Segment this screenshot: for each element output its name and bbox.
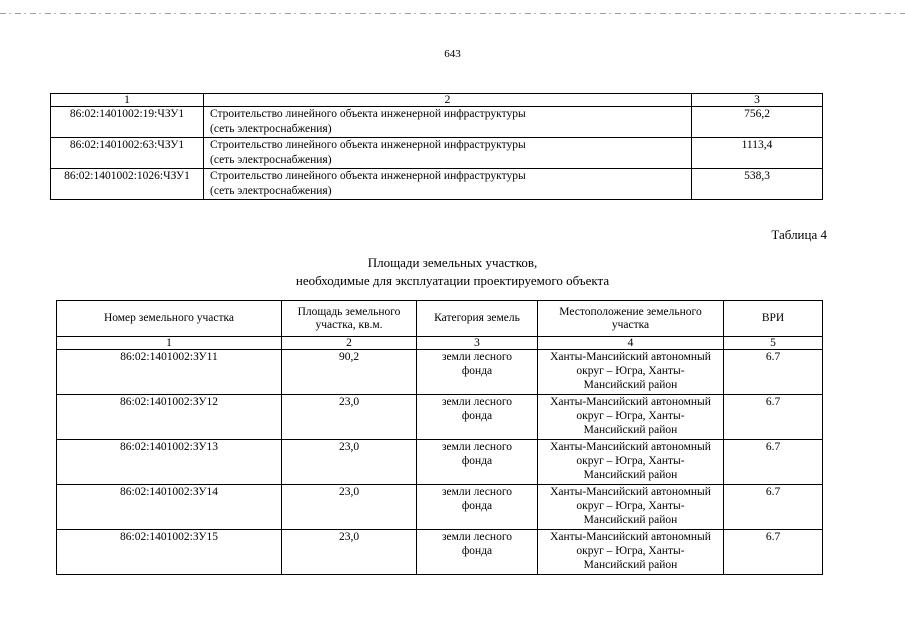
table-title <box>0 254 905 290</box>
area-value: 23,0 <box>282 485 417 530</box>
location-line: Мансийский район <box>583 559 678 571</box>
scan-edge-line <box>0 13 905 14</box>
parcel-purpose-table <box>50 93 823 200</box>
column-number: 1 <box>57 337 282 350</box>
land-category-line: фонда <box>461 365 493 377</box>
area-value: 23,0 <box>282 530 417 575</box>
location-line: Ханты-Мансийский автономный <box>550 351 711 363</box>
location-line: округ – Югра, Ханты- <box>576 545 685 557</box>
location-line: округ – Югра, Ханты- <box>576 500 685 512</box>
parcel-number: 86:02:1401002:19:ЧЗУ1 <box>51 107 204 138</box>
purpose-line: (сеть электроснабжения) <box>210 185 332 197</box>
title-line: Площади земельных участков, <box>367 255 538 270</box>
location-line: Мансийский район <box>583 424 678 436</box>
column-number: 2 <box>204 94 692 107</box>
location <box>538 440 724 485</box>
parcel-number: 86:02:1401002:ЗУ13 <box>57 440 282 485</box>
purpose-line: (сеть электроснабжения) <box>210 123 332 135</box>
area-value: 756,2 <box>692 107 823 138</box>
location-line: Ханты-Мансийский автономный <box>550 486 711 498</box>
location-line: округ – Югра, Ханты- <box>576 410 685 422</box>
land-category <box>417 485 538 530</box>
land-category <box>417 395 538 440</box>
table-header-row <box>57 301 823 337</box>
title-line: необходимые для эксплуатации проектируемого объекта <box>295 273 610 288</box>
column-header <box>724 301 823 337</box>
column-number: 1 <box>51 94 204 107</box>
location <box>538 350 724 395</box>
land-category-line: земли лесного <box>441 441 512 453</box>
column-header-line: Местоположение земельного <box>559 305 702 318</box>
column-header-line: Категория земель <box>434 312 520 324</box>
purpose-line: Строительство линейного объекта инженерной инфраструктуры <box>210 170 526 182</box>
location-line: Ханты-Мансийский автономный <box>550 396 711 408</box>
table-row <box>57 440 823 485</box>
vri-code: 6.7 <box>724 440 823 485</box>
vri-code: 6.7 <box>724 530 823 575</box>
page-number: 643 <box>444 48 461 60</box>
column-header-line: участка <box>611 318 650 331</box>
column-number: 3 <box>417 337 538 350</box>
land-category-line: фонда <box>461 410 493 422</box>
land-category <box>417 530 538 575</box>
purpose-line: Строительство линейного объекта инженерной инфраструктуры <box>210 139 526 151</box>
table-row <box>51 107 823 138</box>
location <box>538 530 724 575</box>
land-area-table <box>56 300 823 575</box>
column-header-line: Номер земельного участка <box>103 312 235 324</box>
vri-code: 6.7 <box>724 350 823 395</box>
parcel-number: 86:02:1401002:1026:ЧЗУ1 <box>51 169 204 200</box>
land-category-line: земли лесного <box>441 486 512 498</box>
column-header-line: ВРИ <box>761 312 785 324</box>
table-row <box>57 395 823 440</box>
column-number-row <box>57 337 823 350</box>
location-line: Мансийский район <box>583 379 678 391</box>
area-value: 23,0 <box>282 395 417 440</box>
purpose-cell <box>204 107 692 138</box>
location-line: Ханты-Мансийский автономный <box>550 531 711 543</box>
location-line: Мансийский район <box>583 514 678 526</box>
area-value: 90,2 <box>282 350 417 395</box>
purpose-line: (сеть электроснабжения) <box>210 154 332 166</box>
column-number: 4 <box>538 337 724 350</box>
land-category-line: фонда <box>461 500 493 512</box>
parcel-number: 86:02:1401002:ЗУ15 <box>57 530 282 575</box>
column-number: 2 <box>282 337 417 350</box>
land-category-line: земли лесного <box>441 351 512 363</box>
parcel-number: 86:02:1401002:ЗУ14 <box>57 485 282 530</box>
parcel-number: 86:02:1401002:63:ЧЗУ1 <box>51 138 204 169</box>
table-row <box>57 485 823 530</box>
column-header <box>282 301 417 337</box>
table-row <box>51 169 823 200</box>
land-category-line: фонда <box>461 545 493 557</box>
area-value: 23,0 <box>282 440 417 485</box>
column-header <box>538 301 724 337</box>
column-number: 3 <box>692 94 823 107</box>
location-line: Ханты-Мансийский автономный <box>550 441 711 453</box>
vri-code: 6.7 <box>724 395 823 440</box>
table-row <box>57 350 823 395</box>
column-header-line: участка, кв.м. <box>315 318 383 331</box>
location-line: Мансийский район <box>583 469 678 481</box>
parcel-number: 86:02:1401002:ЗУ12 <box>57 395 282 440</box>
table-header-row <box>51 94 823 107</box>
purpose-line: Строительство линейного объекта инженерной инфраструктуры <box>210 108 526 120</box>
location <box>538 485 724 530</box>
land-category-line: земли лесного <box>441 396 512 408</box>
purpose-cell <box>204 169 692 200</box>
land-category-line: фонда <box>461 455 493 467</box>
column-number: 5 <box>724 337 823 350</box>
purpose-cell <box>204 138 692 169</box>
location-line: округ – Югра, Ханты- <box>576 455 685 467</box>
table-row <box>57 530 823 575</box>
location-line: округ – Югра, Ханты- <box>576 365 685 377</box>
column-header <box>417 301 538 337</box>
land-category-line: земли лесного <box>441 531 512 543</box>
column-header-line: Площадь земельного <box>297 305 401 318</box>
table-caption: Таблица 4 <box>771 227 827 242</box>
column-header <box>57 301 282 337</box>
table-row <box>51 138 823 169</box>
location <box>538 395 724 440</box>
parcel-number: 86:02:1401002:ЗУ11 <box>57 350 282 395</box>
land-category <box>417 350 538 395</box>
vri-code: 6.7 <box>724 485 823 530</box>
land-category <box>417 440 538 485</box>
area-value: 1113,4 <box>692 138 823 169</box>
area-value: 538,3 <box>692 169 823 200</box>
